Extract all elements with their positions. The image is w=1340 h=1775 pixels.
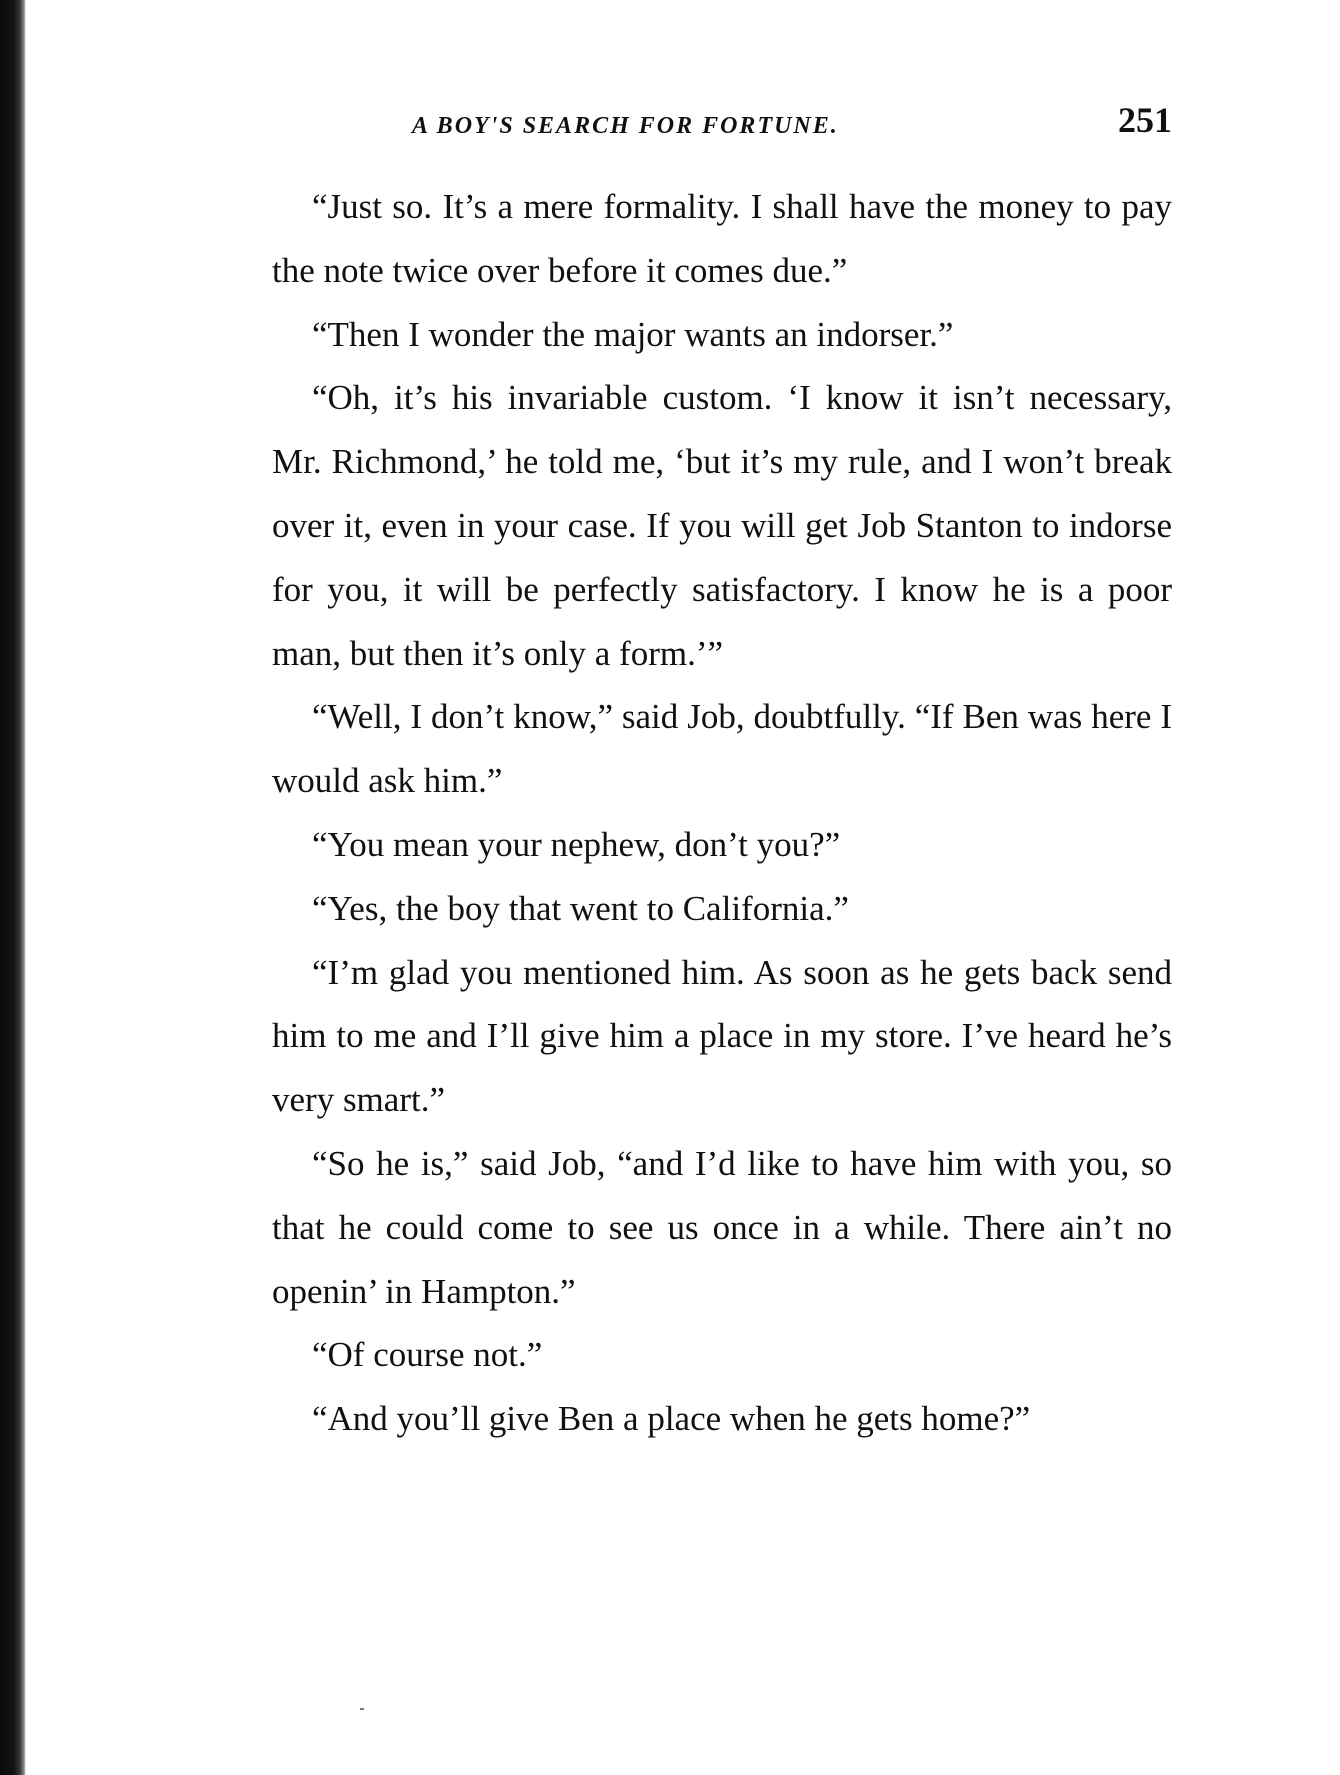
running-title: A BOY'S SEARCH FOR FORTUNE. xyxy=(412,113,839,139)
paragraph: “Then I wonder the major wants an indorser.” xyxy=(312,314,954,354)
page-number: 251 xyxy=(1118,100,1172,140)
paragraph: “Of course not.” xyxy=(312,1335,543,1375)
paragraph: “You mean your nephew, don’t you?” xyxy=(312,824,841,864)
scan-speck xyxy=(360,1708,364,1710)
running-header xyxy=(272,95,1172,155)
paragraph: “So he is,” said Job, “and I’d like to have him with you, so that he could come to see us once in a while. There ain’t no openin’ in Hampton.” xyxy=(272,1143,1172,1311)
paragraph: “And you’ll give Ben a place when he gets home?” xyxy=(312,1399,1031,1439)
paragraph: “Yes, the boy that went to California.” xyxy=(312,888,849,928)
paragraph: “I’m glad you mentioned him. As soon as he gets back send him to me and I’ll give him a place in my store. I’ve heard he’s very smart.” xyxy=(272,952,1172,1120)
paragraph: “Well, I don’t know,” said Job, doubtfully. “If Ben was here I would ask him.” xyxy=(272,697,1172,801)
body-text xyxy=(272,175,1172,1451)
paragraph: “Oh, it’s his invariable custom. ‘I know it isn’t necessary, Mr. Richmond,’ he told me, ‘but it’s my rule, and I won’t break over it, even in your case. If you will get Job Stanton to indorse for you, it will be perfectly satisfactory. I know he is a poor man, but then it’s only a form.’” xyxy=(272,378,1172,673)
book-page xyxy=(272,95,1172,1451)
paragraph: “Just so. It’s a mere formality. I shall have the money to pay the note twice over before it comes due.” xyxy=(272,187,1172,290)
scan-binding-edge xyxy=(0,0,26,1775)
